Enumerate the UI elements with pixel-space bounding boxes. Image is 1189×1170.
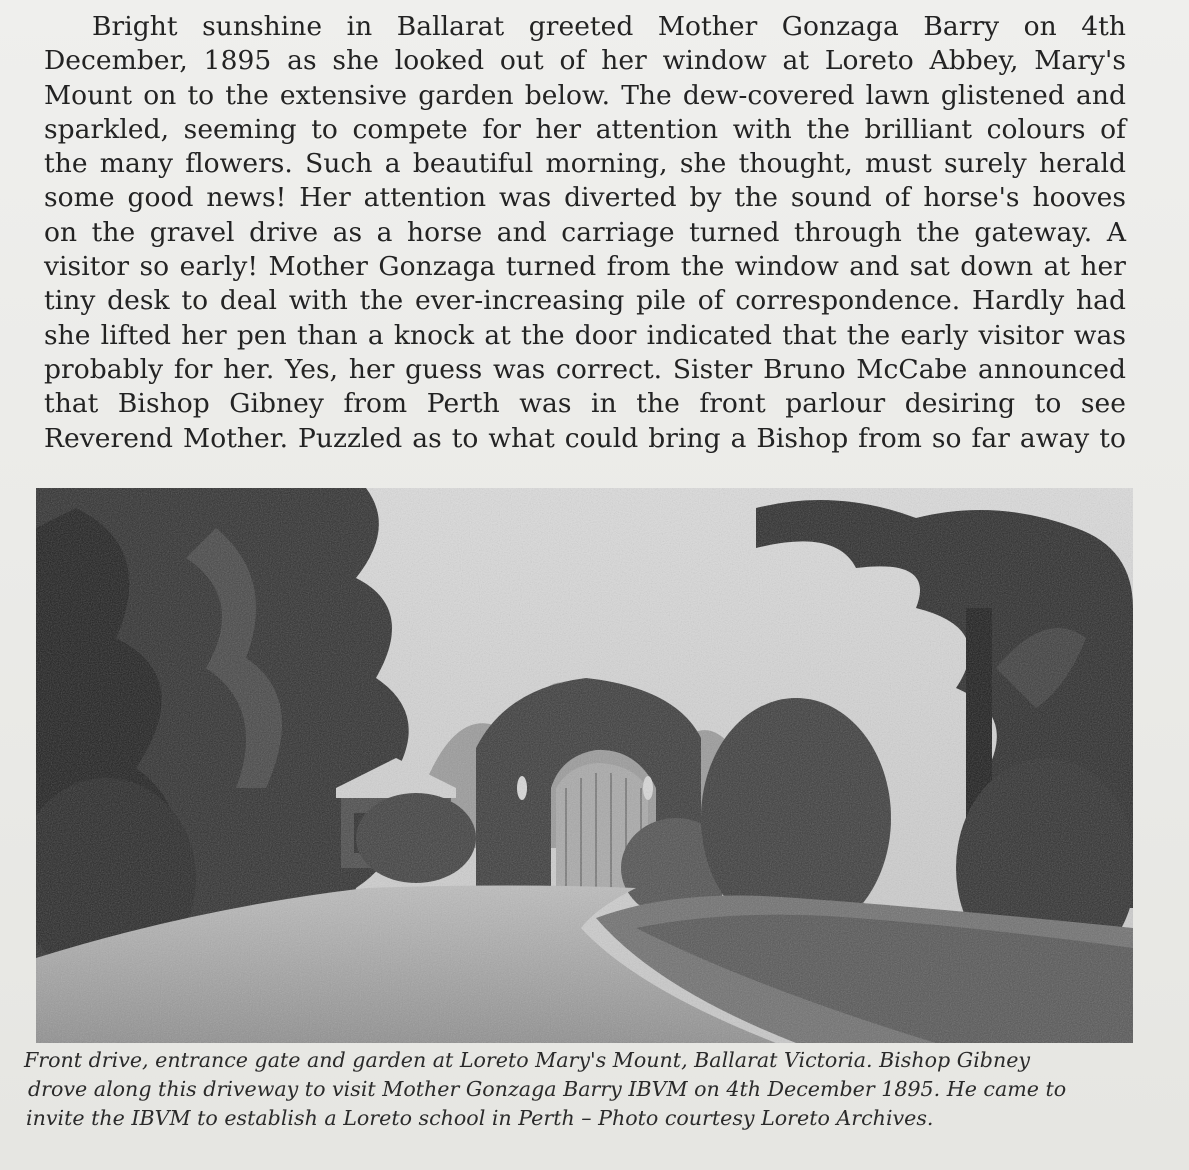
- photo-caption: [24, 1046, 1124, 1133]
- text-line: that Bishop Gibney from Perth was in the front parlour desiring to see: [44, 388, 1126, 420]
- text-line: on the gravel drive as a horse and carriage turned through the gateway. A: [44, 216, 1126, 248]
- text-line: Mount on to the extensive garden below. The dew-covered lawn glistened and: [44, 79, 1126, 111]
- text-line: probably for her. Yes, her guess was correct. Sister Bruno McCabe announced: [44, 353, 1126, 385]
- caption-line: Front drive, entrance gate and garden at Loreto Mary's Mount, Ballarat Victoria. Bishop Gibney: [24, 1048, 1031, 1072]
- caption-line: drove along this driveway to visit Mother Gonzaga Barry IBVM on 4th December 1895. He came to: [28, 1077, 1067, 1101]
- text-line: December, 1895 as she looked out of her window at Loreto Abbey, Mary's: [44, 45, 1126, 77]
- text-line: the many flowers. Such a beautiful morning, she thought, must surely herald: [44, 148, 1126, 180]
- text-line: Reverend Mother. Puzzled as to what could bring a Bishop from so far away to: [44, 422, 1126, 454]
- body-paragraph: [44, 10, 1126, 456]
- text-line: visitor so early! Mother Gonzaga turned from the window and sat down at her: [44, 251, 1126, 283]
- text-line: Bright sunshine in Ballarat greeted Mother Gonzaga Barry on 4th: [92, 11, 1126, 42]
- photo-illustration: [36, 488, 1133, 1043]
- text-line: tiny desk to deal with the ever-increasing pile of correspondence. Hardly had: [44, 285, 1126, 317]
- text-line: some good news! Her attention was diverted by the sound of horse's hooves: [44, 182, 1126, 214]
- garden-photograph: [36, 488, 1133, 1043]
- text-line: sparkled, seeming to compete for her attention with the brilliant colours of: [44, 113, 1126, 145]
- text-line: she lifted her pen than a knock at the door indicated that the early visitor was: [44, 319, 1126, 351]
- caption-line: invite the IBVM to establish a Loreto school in Perth – Photo courtesy Loreto Archives.: [26, 1106, 934, 1130]
